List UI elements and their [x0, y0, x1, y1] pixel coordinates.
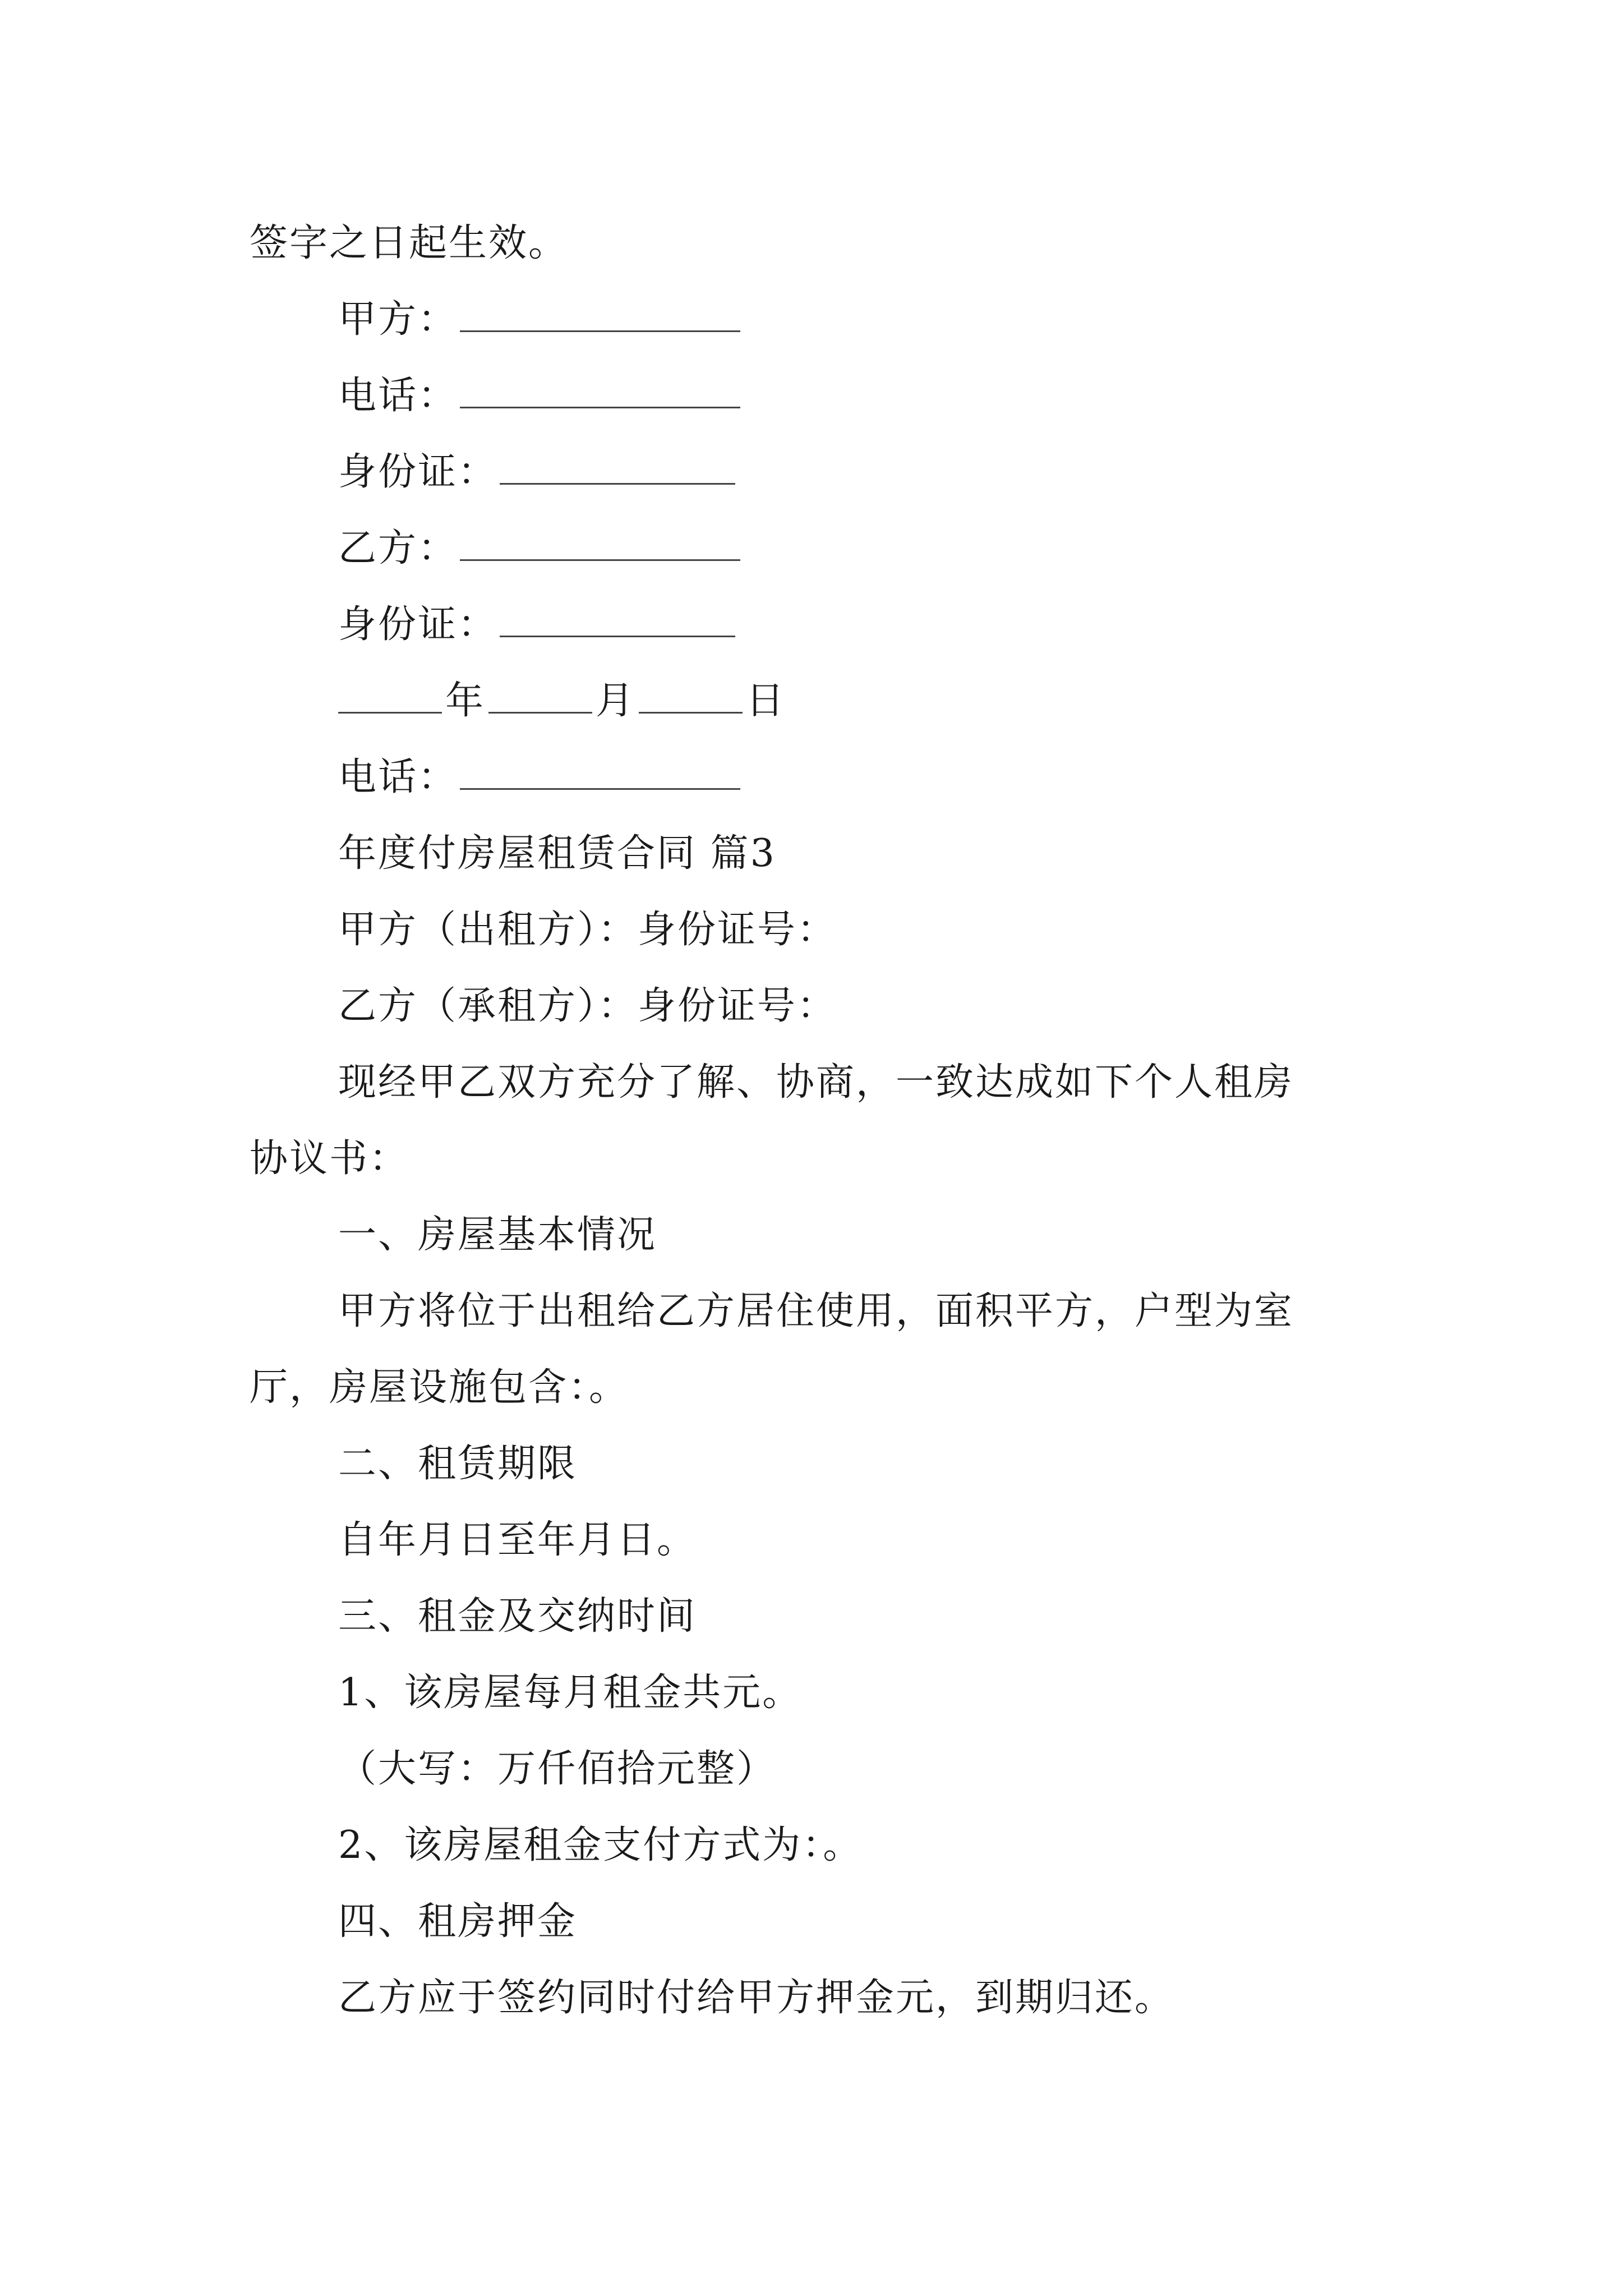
heading-rent: 三、租金及交纳时间 — [338, 1594, 697, 1639]
party-a-id-line — [338, 450, 735, 494]
section-heading-contract-3: 年度付房屋租赁合同 篇3 — [338, 831, 776, 876]
lease-term-text: 自年月日至年月日。 — [338, 1518, 697, 1562]
house-info-text: 甲方将位于出租给乙方居住使用，面积平方，户型为室 — [338, 1289, 1294, 1333]
party-b-id-line — [338, 602, 735, 647]
heading-deposit: 四、租房押金 — [338, 1899, 578, 1944]
house-info-text-cont: 厅，房屋设施包含：。 — [250, 1365, 629, 1410]
agreement-intro: 现经甲乙双方充分了解、协商，一致达成如下个人租房 — [338, 1060, 1294, 1105]
party-a-blank[interactable] — [460, 325, 740, 332]
party-a-label: 甲方： — [338, 297, 458, 342]
heading-lease-term: 二、租赁期限 — [338, 1442, 578, 1486]
deposit-text: 乙方应于签约同时付给甲方押金元，到期归还。 — [338, 1976, 1175, 2020]
id-card-blank[interactable] — [500, 630, 735, 637]
rent-payment-method: 2、该房屋租金支付方式为：。 — [338, 1823, 863, 1867]
party-b-label: 乙方： — [338, 526, 458, 570]
party-b-phone-line — [338, 755, 740, 799]
heading-house-info: 一、房屋基本情况 — [338, 1213, 657, 1257]
party-a-phone-line — [338, 374, 740, 418]
rent-amount-uppercase: （大写：万仟佰拾元整） — [338, 1747, 777, 1791]
rent-amount-text: 1、该房屋每月租金共元。 — [338, 1671, 803, 1715]
agreement-intro-cont: 协议书： — [250, 1137, 409, 1181]
month-label: 月 — [596, 679, 636, 723]
day-label: 日 — [746, 679, 786, 723]
phone-label: 电话： — [338, 755, 458, 799]
id-card-blank[interactable] — [500, 477, 735, 485]
phone-label: 电话： — [338, 374, 458, 418]
month-blank[interactable] — [488, 706, 592, 714]
party-b-blank[interactable] — [460, 554, 740, 561]
lessor-line: 甲方（出租方）：身份证号： — [338, 908, 837, 952]
party-a-signature-line — [338, 297, 740, 342]
year-label: 年 — [445, 679, 486, 723]
phone-blank[interactable] — [460, 783, 740, 790]
id-card-label: 身份证： — [338, 450, 498, 494]
phone-blank[interactable] — [460, 401, 740, 408]
day-blank[interactable] — [639, 706, 743, 714]
party-b-signature-line — [338, 526, 740, 570]
lessee-line: 乙方（承租方）：身份证号： — [338, 984, 837, 1028]
year-blank[interactable] — [338, 706, 442, 714]
date-line — [338, 679, 789, 723]
id-card-label: 身份证： — [338, 602, 498, 647]
paragraph-effective-clause: 签字之日起生效。 — [250, 221, 569, 265]
